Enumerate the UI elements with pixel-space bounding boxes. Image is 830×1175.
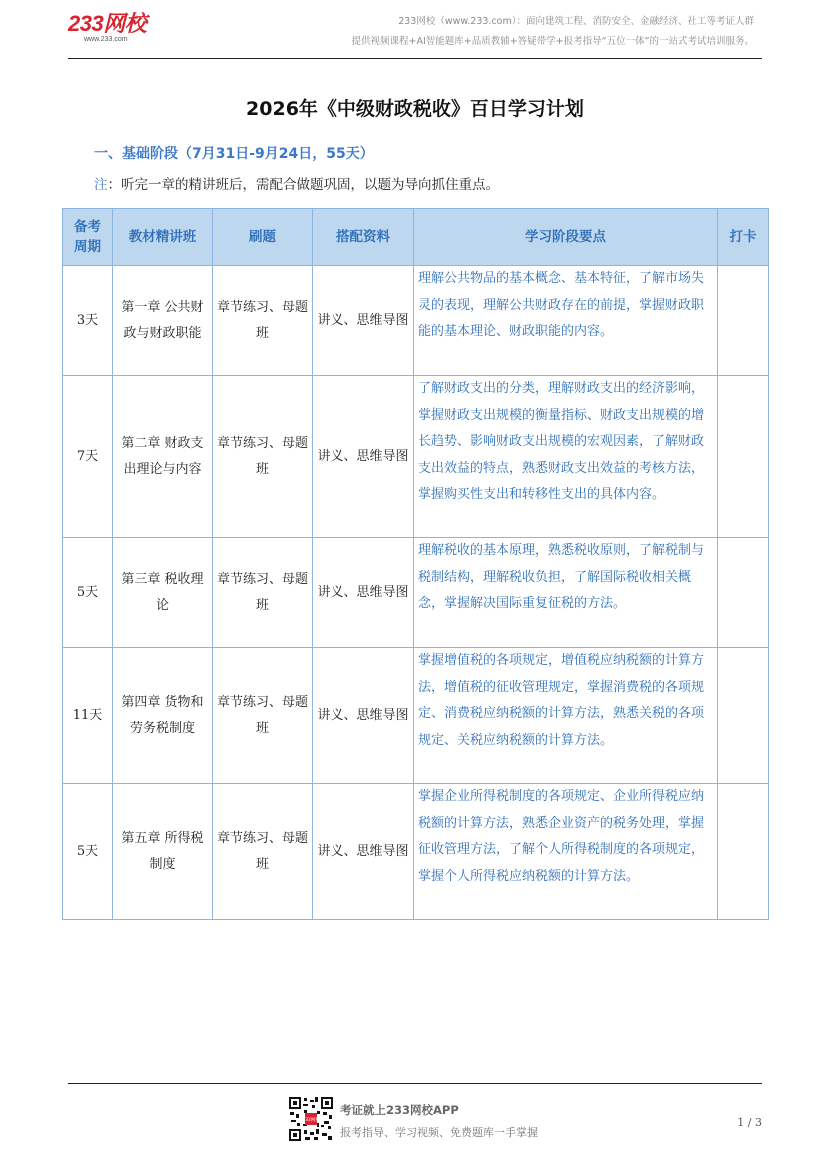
footer-divider [68, 1083, 762, 1084]
header-divider [68, 58, 762, 59]
practice-cell: 章节练习、母题班 [213, 648, 313, 784]
page-number: 1 / 3 [737, 1116, 762, 1129]
key-points-cell: 理解税收的基本原理，熟悉税收原则，了解税制与税制结构，理解税收负担，了解国际税收相关概念，掌握解决国际重复征税的方法。 [414, 538, 718, 648]
table-row [63, 376, 769, 538]
materials-cell: 讲义、思维导图 [313, 538, 414, 648]
materials-cell: 讲义、思维导图 [313, 648, 414, 784]
chapter-cell: 第四章 货物和劳务税制度 [113, 648, 213, 784]
header-info-line-2: 提供视频课程+AI智能题库+品质教辅+答疑带学+报考指导“五位一体”的一站式考试培训服务。 [351, 36, 754, 47]
materials-cell: 讲义、思维导图 [313, 376, 414, 538]
checkin-cell[interactable] [718, 376, 769, 538]
table-row [63, 648, 769, 784]
section-note [94, 173, 499, 193]
header-info [274, 12, 754, 52]
page-header [0, 0, 830, 62]
qr-logo-text: 233网校 [302, 1118, 320, 1123]
note-label: 注 [94, 177, 108, 193]
checkin-cell[interactable] [718, 266, 769, 376]
header-info-line-1: 233网校（www.233.com）：面向建筑工程、消防安全、金融经济、社工等考证人群 [398, 16, 754, 27]
qr-code-icon[interactable] [288, 1096, 334, 1142]
materials-cell: 讲义、思维导图 [313, 266, 414, 376]
page-title: 2026年《中级财政税收》百日学习计划 [246, 98, 584, 120]
chapter-cell: 第二章 财政支出理论与内容 [113, 376, 213, 538]
column-header-period: 备考周期 [63, 209, 113, 266]
table-row [63, 538, 769, 648]
period-cell: 7天 [63, 376, 113, 538]
key-points-cell: 掌握增值税的各项规定，增值税应纳税额的计算方法，增值税的征收管理规定，掌握消费税的各项规定、消费税应纳税额的计算方法，熟悉关税的各项规定、关税应纳税额的计算方法。 [414, 648, 718, 784]
checkin-cell[interactable] [718, 784, 769, 920]
period-cell: 3天 [63, 266, 113, 376]
table-row [63, 784, 769, 920]
column-header-lecture: 教材精讲班 [113, 209, 213, 266]
brand-logo[interactable] [68, 12, 168, 46]
column-header-practice: 刷题 [213, 209, 313, 266]
practice-cell: 章节练习、母题班 [213, 376, 313, 538]
column-header-materials: 搭配资料 [313, 209, 414, 266]
practice-cell: 章节练习、母题班 [213, 784, 313, 920]
logo-text: 233网校 [68, 11, 147, 36]
checkin-cell[interactable] [718, 538, 769, 648]
period-cell: 5天 [63, 784, 113, 920]
checkin-cell[interactable] [718, 648, 769, 784]
study-plan-table [62, 208, 769, 920]
app-promo-subtitle: 报考指导、学习视频、免费题库一手掌握 [340, 1126, 538, 1139]
chapter-cell: 第五章 所得税制度 [113, 784, 213, 920]
table-header-row [63, 209, 769, 266]
key-points-cell: 理解公共物品的基本概念、基本特征，了解市场失灵的表现，理解公共财政存在的前提，掌握财政职能的基本理论、财政职能的内容。 [414, 266, 718, 376]
period-cell: 5天 [63, 538, 113, 648]
practice-cell: 章节练习、母题班 [213, 538, 313, 648]
table-row [63, 266, 769, 376]
column-header-key-points: 学习阶段要点 [414, 209, 718, 266]
chapter-cell: 第一章 公共财政与财政职能 [113, 266, 213, 376]
materials-cell: 讲义、思维导图 [313, 784, 414, 920]
column-header-checkin: 打卡 [718, 209, 769, 266]
key-points-cell: 了解财政支出的分类，理解财政支出的经济影响，掌握财政支出规模的衡量指标、财政支出规模的增长趋势、影响财政支出规模的宏观因素，了解财政支出效益的特点，熟悉财政支出效益的考核方法，掌握购买性支出和转移性支出的具体内容。 [414, 376, 718, 538]
key-points-cell: 掌握企业所得税制度的各项规定、企业所得税应纳税额的计算方法，熟悉企业资产的税务处理，掌握征收管理方法，了解个人所得税制度的各项规定，掌握个人所得税应纳税额的计算方法。 [414, 784, 718, 920]
section-heading: 一、基础阶段（7月31日-9月24日，55天） [94, 146, 374, 162]
practice-cell: 章节练习、母题班 [213, 266, 313, 376]
chapter-cell: 第三章 税收理论 [113, 538, 213, 648]
app-promo-title[interactable]: 考证就上233网校APP [340, 1103, 459, 1117]
logo-url: www.233.com [84, 36, 128, 43]
period-cell: 11天 [63, 648, 113, 784]
note-text: ：听完一章的精讲班后，需配合做题巩固，以题为导向抓住重点。 [107, 177, 499, 193]
